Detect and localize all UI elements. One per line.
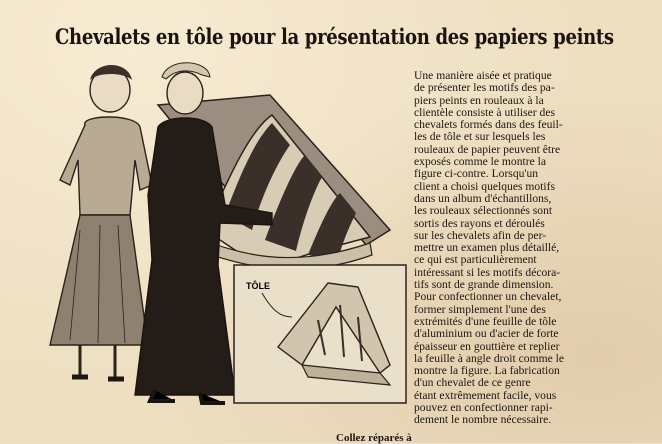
illustration <box>40 55 412 407</box>
woman-figure-illustration <box>50 65 152 379</box>
inset-diagram <box>234 265 406 403</box>
article-body: Une manière aisée et pratique de présenter les motifs des pa- piers peints en rouleaux à la clientèle consiste à utiliser des chevalets formés dans des feuil- les de tôle et sur lesquels les rouleaux de papier peuvent être exposés comme le montre la figure ci-contre. Lorsqu'un client a choisi quelques motifs dans un album d'échantillons, les rouleaux sélectionnés sont sortis des rayons et déroulés sur les chevalets afin de per- mettre un examen plus détaillé, ce qui est particulièrement intéressant si les motifs décora- tifs sont de grande dimension. Pour confectionner un chevalet, former simplement l'une des extrémités d'une feuille de tôle d'aluminium ou d'acier de forte épaisseur en gouttière et replier la feuille à angle droit comme le montre la figure. La fabrication d'un chevalet de ce genre étant extrêmement facile, vous pouvez en confectionner rapi- dement le nombre nécessaire. <box>414 69 565 427</box>
tole-label: TÔLE <box>246 281 270 291</box>
article-title: Chevalets en tôle pour la présentation des papiers peints <box>55 24 614 49</box>
next-article-heading: Collez réparés à <box>336 432 412 444</box>
